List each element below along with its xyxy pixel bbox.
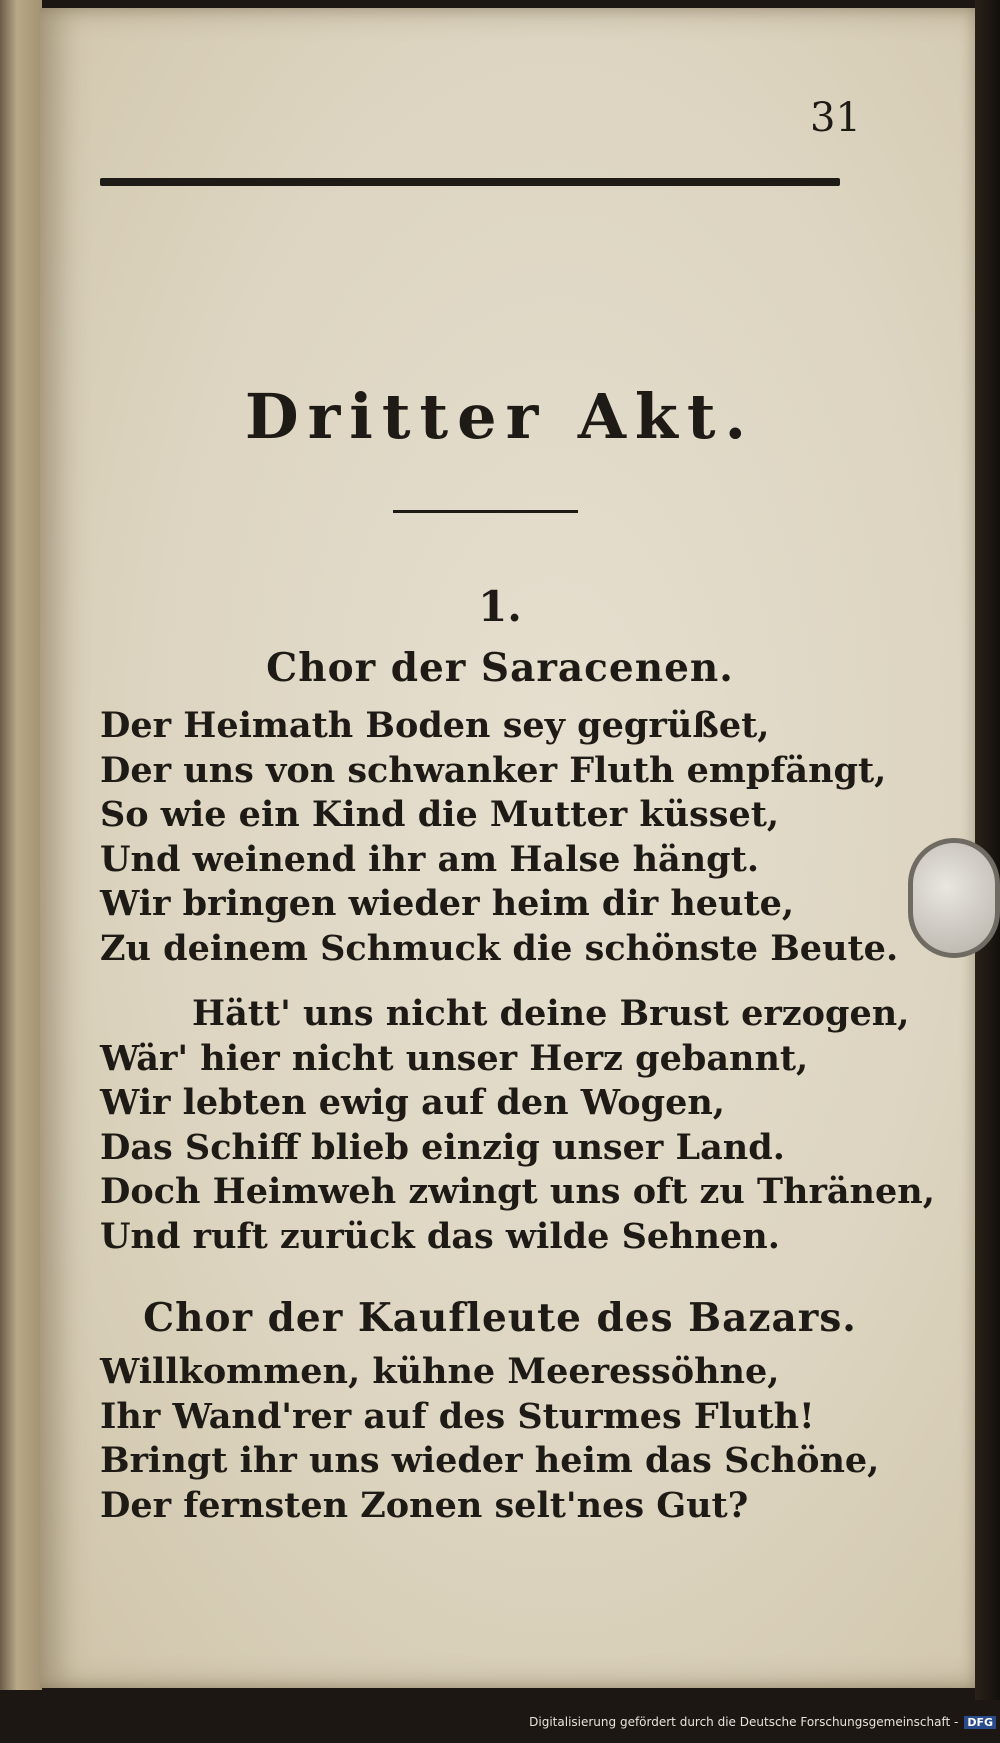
chorus-heading-merchants: Chor der Kaufleute des Bazars. — [143, 1295, 857, 1341]
digitization-credit — [0, 1715, 996, 1729]
verse-line: Der Heimath Boden sey gegrüßet, — [100, 705, 770, 746]
page-clip — [908, 838, 1000, 958]
title-divider — [393, 510, 578, 513]
chorus-heading-saracens: Chor der Saracenen. — [266, 645, 734, 691]
stanza-3 — [100, 1350, 880, 1528]
verse-line: Zu deinem Schmuck die schönste Beute. — [100, 927, 899, 969]
verse-line: Doch Heimweh zwingt uns oft zu Thränen, — [100, 1171, 935, 1212]
verse-line: Wir lebten ewig auf den Wogen, — [100, 1082, 725, 1123]
verse-line: Ihr Wand'rer auf des Sturmes Fluth! — [100, 1395, 815, 1437]
verse-line: Wir bringen wieder heim dir heute, — [100, 883, 795, 924]
verse-line: Der fernsten Zonen selt'nes Gut? — [100, 1484, 749, 1526]
credit-text: Digitalisierung gefördert durch die Deutsche Forschungsgemeinschaft - — [529, 1715, 959, 1729]
section-number: 1. — [478, 582, 522, 631]
verse-line: Willkommen, kühne Meeressöhne, — [100, 1351, 780, 1392]
verse-line: Hätt' uns nicht deine Brust erzogen, — [192, 993, 910, 1034]
verse-line: Und weinend ihr am Halse hängt. — [100, 838, 760, 880]
verse-line: Und ruft zurück das wilde Sehnen. — [100, 1215, 780, 1257]
verse-line: Das Schiff blieb einzig unser Land. — [100, 1126, 785, 1168]
stanza-2 — [100, 992, 935, 1259]
dfg-logo: DFG — [964, 1716, 996, 1729]
header-rule — [100, 178, 840, 186]
verse-line: So wie ein Kind die Mutter küsset, — [100, 794, 780, 835]
left-page-edge — [0, 0, 42, 1690]
verse-line: Der uns von schwanker Fluth empfängt, — [100, 749, 887, 791]
verse-line: Wär' hier nicht unser Herz gebannt, — [100, 1037, 809, 1079]
page-number: 31 — [810, 95, 861, 141]
act-title: Dritter Akt. — [244, 380, 756, 453]
stanza-1 — [100, 704, 899, 971]
verse-line: Bringt ihr uns wieder heim das Schöne, — [100, 1440, 880, 1481]
